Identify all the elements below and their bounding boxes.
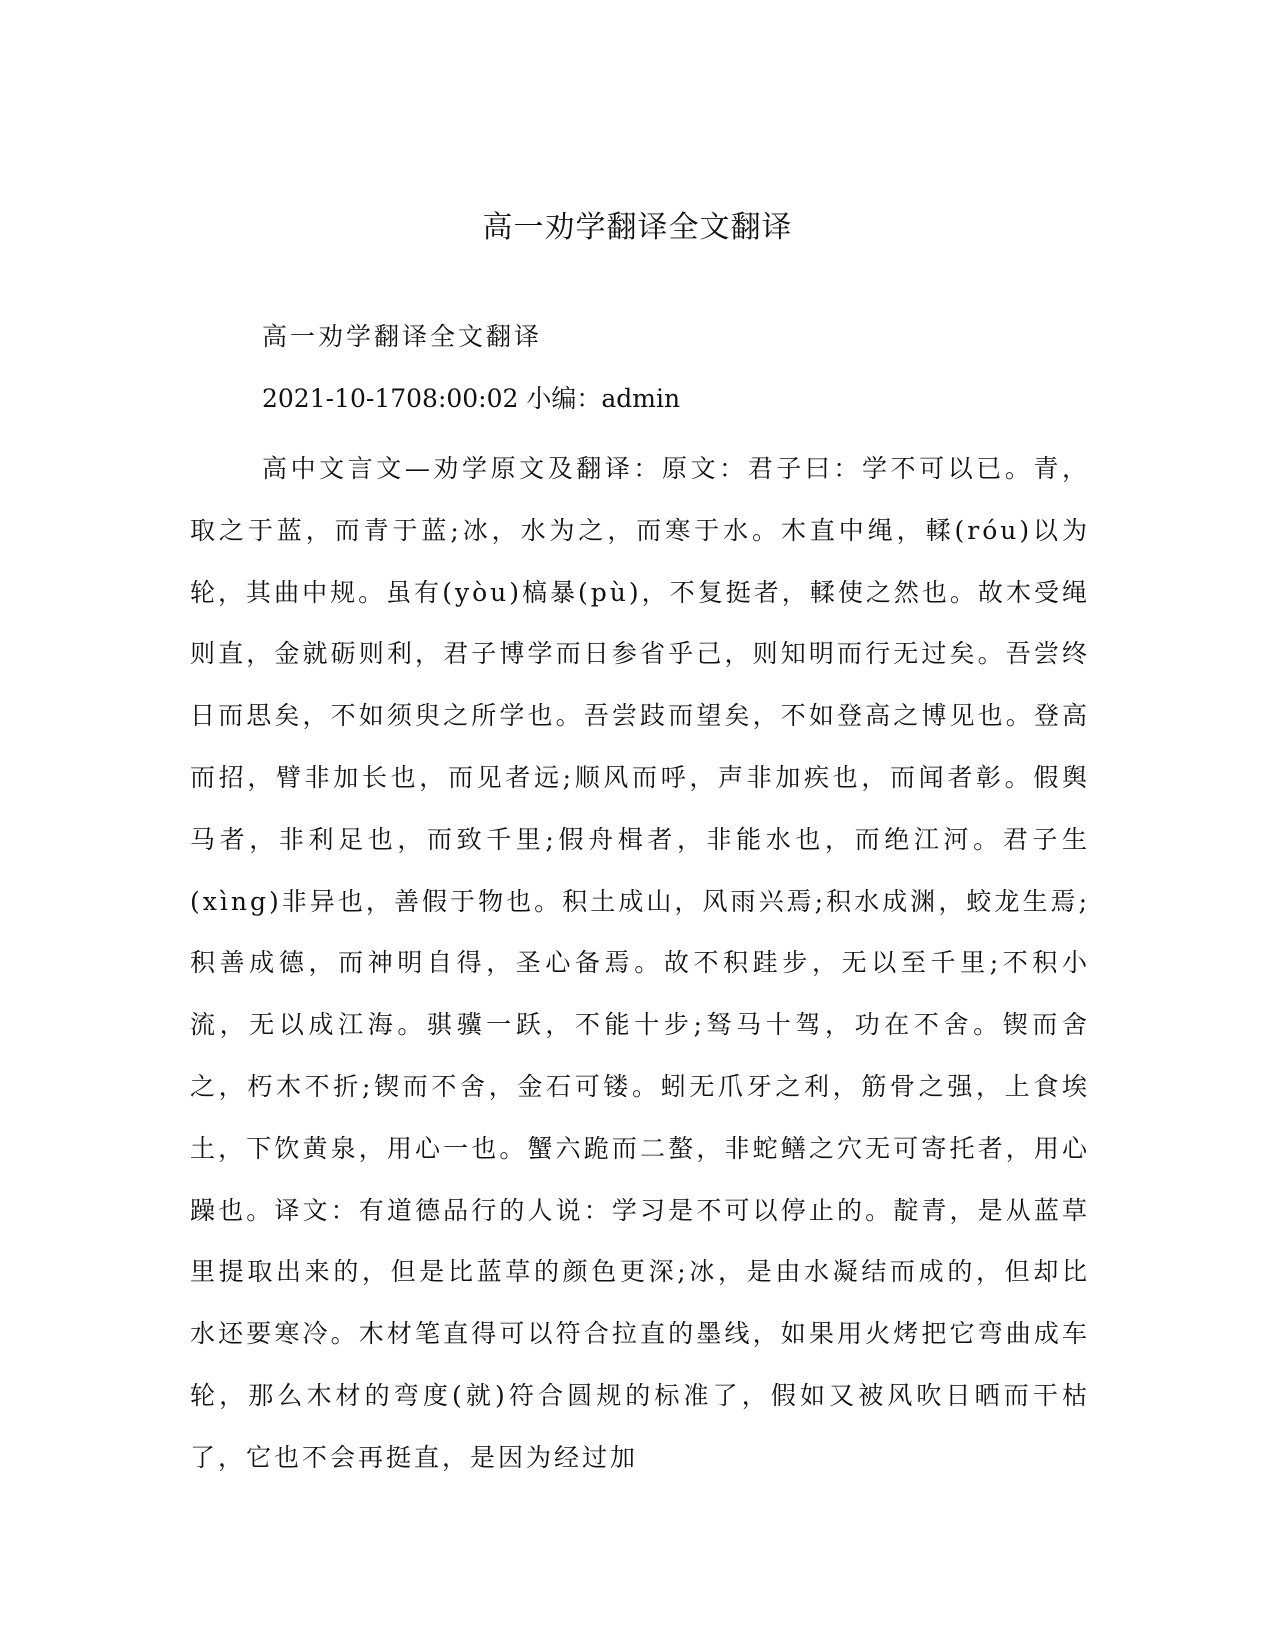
document-subtitle: 高一劝学翻译全文翻译 [262, 322, 543, 351]
document-meta: 2021-10-1708:00:02 小编：admin [262, 384, 681, 413]
document-body: 高中文言文—劝学原文及翻译：原文：君子曰：学不可以已。青，取之于蓝，而青于蓝;冰，水为之，而寒于水。木直中绳，輮(róu)以为轮，其曲中规。虽有(yòu)槁暴(pù)，不复挺者，輮使之然也。故木受绳则直，金就砺则利，君子博学而日参省乎己，则知明而行无过矣。吾尝终日而思矣，不如须臾之所学也。吾尝跂而望矣，不如登高之博见也。登高而招，臂非加长也，而见者远;顺风而呼，声非加疾也，而闻者彰。假舆马者，非利足也，而致千里;假舟楫者，非能水也，而绝江河。君子生(xìng)非异也，善假于物也。积土成山，风雨兴焉;积水成渊，蛟龙生焉;积善成德，而神明自得，圣心备焉。故不积跬步，无以至千里;不积小流，无以成江海。骐骥一跃，不能十步;驽马十驾，功在不舍。锲而舍之，朽木不折;锲而不舍，金石可镂。蚓无爪牙之利，筋骨之强，上食埃土，下饮黄泉，用心一也。蟹六跪而二螯，非蛇鳝之穴无可寄托者，用心躁也。译文：有道德品行的人说：学习是不可以停止的。靛青，是从蓝草里提取出来的，但是比蓝草的颜色更深;冰，是由水凝结而成的，但却比水还要寒冷。木材笔直得可以符合拉直的墨线，如果用火烤把它弯曲成车轮，那么木材的弯度(就)符合圆规的标准了，假如又被风吹日晒而干枯了，它也不会再挺直，是因为经过加 [190, 454, 1090, 1472]
document-title: 高一劝学翻译全文翻译 [482, 210, 793, 245]
